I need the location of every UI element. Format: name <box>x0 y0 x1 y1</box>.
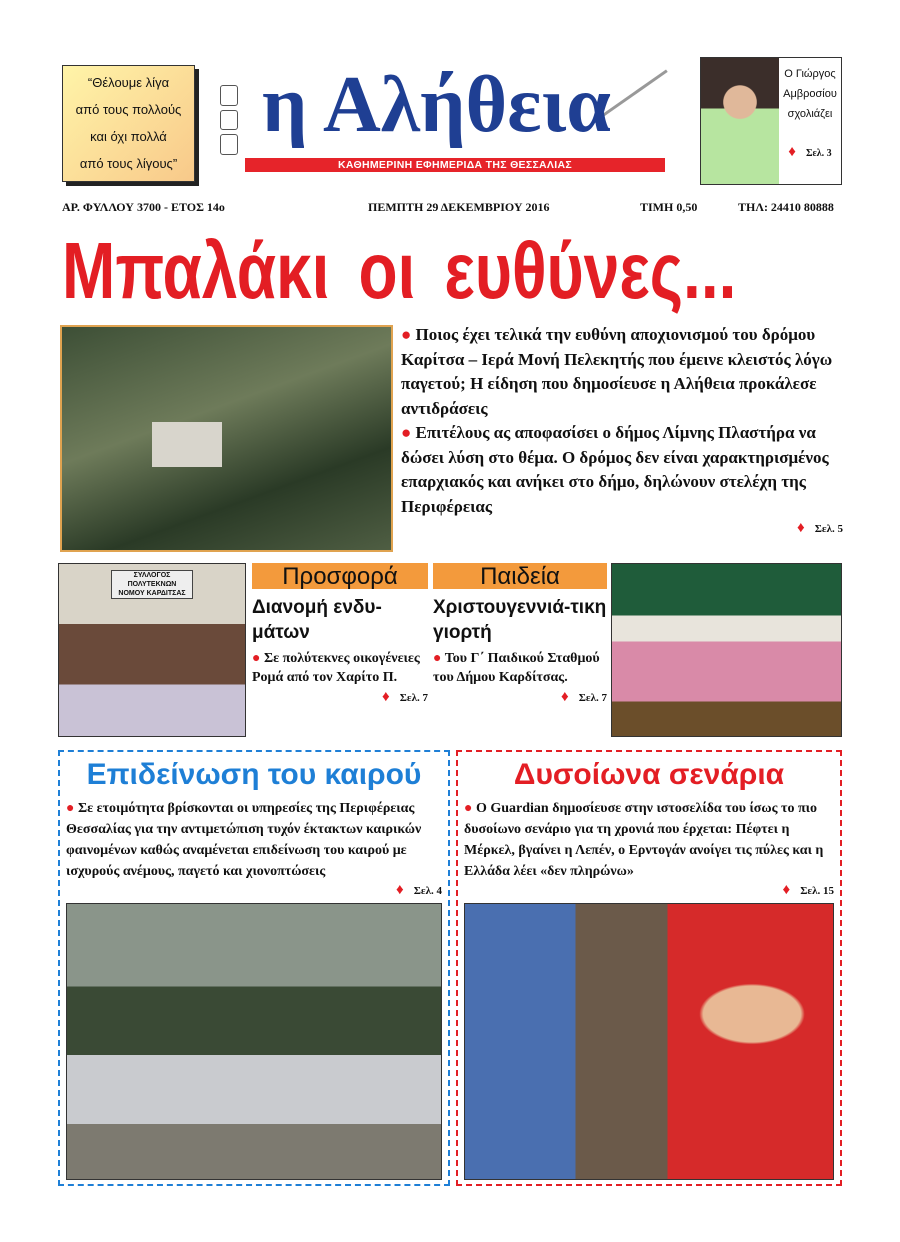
seal-icon <box>220 110 238 131</box>
price: ΤΙΜΗ 0,50 <box>640 200 698 214</box>
bullet-icon: ● <box>401 423 416 442</box>
motto-line: από τους λίγους” <box>79 156 178 171</box>
page-ref[interactable]: Σελ. 15 <box>800 885 834 897</box>
bullet-icon: ● <box>252 651 264 666</box>
association-sign <box>111 570 193 599</box>
sign-line: ΠΟΛΥΤΕΚΝΩΝ <box>127 581 177 588</box>
columnist-line: Αμβροσίου <box>783 88 837 100</box>
weather-body: Σε ετοιμότητα βρίσκονται οι υπηρεσίες της Περιφέρειας Θεσσαλίας για την αντιμετώπιση τυχόν έκτακτων καιρικών φαινομένων καθώς αναμένεται επιδείνωση του καιρού με ισχυρούς ανέμους, παγετό και χιονοπτώσεις <box>66 801 422 879</box>
snowy-road-photo <box>66 903 442 1180</box>
association-seals <box>220 85 238 155</box>
scenarios-box <box>456 750 842 1186</box>
column-body: Σε πολύτεκνες οικογένειες Ρομά από τον Χαρίτο Π. <box>252 651 420 685</box>
diamond-icon: ♦ <box>396 882 404 898</box>
scenarios-title[interactable]: Δυσοίωνα σενάρια <box>513 758 785 791</box>
page-ref[interactable]: Σελ. 7 <box>399 692 428 704</box>
scenarios-body: Ο Guardian δημοσίευσε στην ιστοσελίδα του ίσως το πιο δυσοίωνο σενάριο για τη χρονιά που έρχεται: Πέφτει η Μέρκελ, βγαίνει η Λεπέν, ο Ερντογάν ανοίγει τις πύλες και η Ελλάδα λέει «δεν πληρώνω» <box>464 801 824 879</box>
lead-story <box>401 323 843 538</box>
weather-box <box>58 750 450 1186</box>
section-label: Προσφορά <box>252 563 428 589</box>
columnist-photo <box>701 58 779 184</box>
columnist-box[interactable] <box>700 57 842 185</box>
phone: ΤΗΛ: 24410 80888 <box>738 200 834 214</box>
bullet-icon: ● <box>433 651 445 666</box>
seal-icon <box>220 85 238 106</box>
diamond-icon: ♦ <box>797 520 805 536</box>
column-title[interactable]: Χριστουγεννιά-τικη γιορτή <box>433 597 607 643</box>
diamond-icon: ♦ <box>782 882 791 898</box>
page-ref[interactable]: Σελ. 4 <box>413 885 442 897</box>
bullet-icon: ● <box>464 801 476 816</box>
seal-icon <box>220 134 238 155</box>
issue-date: ΠΕΜΠΤΗ 29 ΔΕΚΕΜΒΡΙΟΥ 2016 <box>368 200 550 214</box>
sign-line: ΝΟΜΟΥ ΚΑΡΔΙΤΣΑΣ <box>118 590 186 597</box>
diamond-icon: ♦ <box>382 689 390 705</box>
motto-line: και όχι πολλά <box>90 129 167 144</box>
columnist-line: Ο Γιώργος <box>784 68 836 80</box>
issue-number: ΑΡ. ΦΥΛΛΟΥ 3700 - ΕΤΟΣ 14ο <box>62 200 225 214</box>
merkel-refugees-photo <box>464 903 834 1180</box>
bullet-icon: ● <box>66 801 78 816</box>
motto-box <box>62 65 195 182</box>
column-education <box>433 563 607 706</box>
columnist-line: σχολιάζει <box>787 108 833 120</box>
diamond-icon: ♦ <box>788 144 796 160</box>
page-ref: Σελ. 3 <box>805 148 832 159</box>
main-headline[interactable]: Μπαλάκι οι ευθύνες... <box>62 226 737 315</box>
lead-bullet: Επιτέλους ας αποφασίσει ο δήμος Λίμνης Πλαστήρα να δώσει λύση στο θέμα. Ο δρόμος δεν είναι χαρακτηρισμένος επαρχιακός και ανήκει στο δήμο, δηλώνουν στελέχη της Περιφέρειας <box>401 423 829 516</box>
large-families-photo <box>58 563 246 737</box>
column-title[interactable]: Διανομή ενδυ-μάτων <box>252 597 382 643</box>
newspaper-logo: η Αλήθεια <box>262 61 611 149</box>
tagline: ΚΑΘΗΜΕΡΙΝΗ ΕΦΗΜΕΡΙΔΑ ΤΗΣ ΘΕΣΣΑΛΙΑΣ <box>245 158 665 172</box>
christmas-celebration-photo <box>611 563 842 737</box>
bullet-icon: ● <box>401 325 416 344</box>
section-label: Παιδεία <box>433 563 607 589</box>
column-body: Του Γ΄ Παιδικού Σταθμού του Δήμου Καρδίτσας. <box>433 651 600 685</box>
column-offering <box>252 563 428 706</box>
lead-bullet: Ποιος έχει τελικά την ευθύνη αποχιονισμού του δρόμου Καρίτσα – Ιερά Μονή Πελεκητής που έμεινε κλειστός λόγω παγετού; Η είδηση που δημοσίευσε η Αλήθεια προκάλεσε αντιδράσεις <box>401 325 833 418</box>
weather-title[interactable]: Επιδείνωση του καιρού <box>86 758 422 791</box>
sign-line: ΣΥΛΛΟΓΟΣ <box>133 572 171 579</box>
monastery-photo <box>60 325 393 552</box>
motto-line: “Θέλουμε λίγα <box>87 75 170 90</box>
motto-line: από τους πολλούς <box>75 102 182 117</box>
page-ref[interactable]: Σελ. 7 <box>578 692 607 704</box>
diamond-icon: ♦ <box>561 689 569 705</box>
page-ref[interactable]: Σελ. 5 <box>814 523 843 535</box>
